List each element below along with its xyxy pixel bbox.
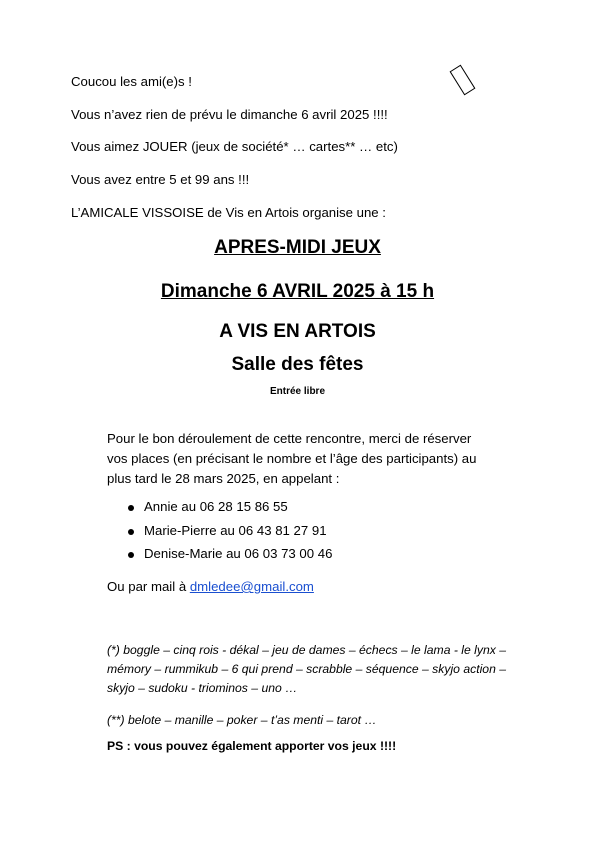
event-entry: Entrée libre — [269, 386, 326, 397]
ps-note: PS : vous pouvez également apporter vos jeux !!!! — [107, 739, 397, 753]
games-line-2: mémory – rummikub – 6 qui prend – scrabble – séquence – skyjo action – — [107, 662, 507, 676]
cards-footnote: (**) belote – manille – poker – t’as menti – tarot … — [107, 713, 377, 727]
event-date: Dimanche 6 AVRIL 2025 à 15 h — [160, 281, 435, 302]
bullet-icon — [128, 505, 134, 511]
games-line-3: skyjo – sudoku - triominos – uno … — [107, 681, 298, 695]
booking-line-2: vos places (en précisant le nombre et l’âge des participants) au — [107, 451, 477, 466]
games-footnote — [107, 641, 527, 698]
intro-games-line: Vous aimez JOUER (jeux de société* … cartes** … etc) — [71, 139, 398, 154]
event-hall: Salle des fêtes — [231, 354, 364, 375]
intro-age-line: Vous avez entre 5 et 99 ans !!! — [71, 172, 250, 187]
list-item: Annie au 06 28 15 86 55 — [128, 499, 332, 523]
list-item: Marie-Pierre au 06 43 81 27 91 — [128, 523, 332, 547]
drawing-rectangle-shape — [450, 65, 476, 96]
event-place: A VIS EN ARTOIS — [219, 321, 376, 342]
list-item: Denise-Marie au 06 03 73 00 46 — [128, 546, 332, 570]
bullet-icon — [128, 529, 134, 535]
intro-date-line: Vous n’avez rien de prévu le dimanche 6 avril 2025 !!!! — [71, 107, 388, 122]
games-line-1: (*) boggle – cinq rois - dékal – jeu de dames – échecs – le lama - le lynx – — [107, 643, 507, 657]
email-link[interactable]: dmledee@gmail.com — [189, 579, 314, 594]
mail-prefix: Ou par mail à — [107, 579, 190, 594]
bullet-icon — [128, 552, 134, 558]
booking-line-1: Pour le bon déroulement de cette rencontre, merci de réserver — [107, 431, 472, 446]
booking-paragraph — [107, 429, 476, 489]
intro-organizer-line: L’AMICALE VISSOISE de Vis en Artois organise une : — [71, 205, 386, 220]
contact-list — [128, 499, 332, 570]
booking-line-3: plus tard le 28 mars 2025, en appelant : — [107, 471, 340, 486]
mail-line — [107, 579, 314, 594]
event-title: APRES-MIDI JEUX — [214, 237, 381, 258]
intro-greeting: Coucou les ami(e)s ! — [71, 74, 192, 89]
